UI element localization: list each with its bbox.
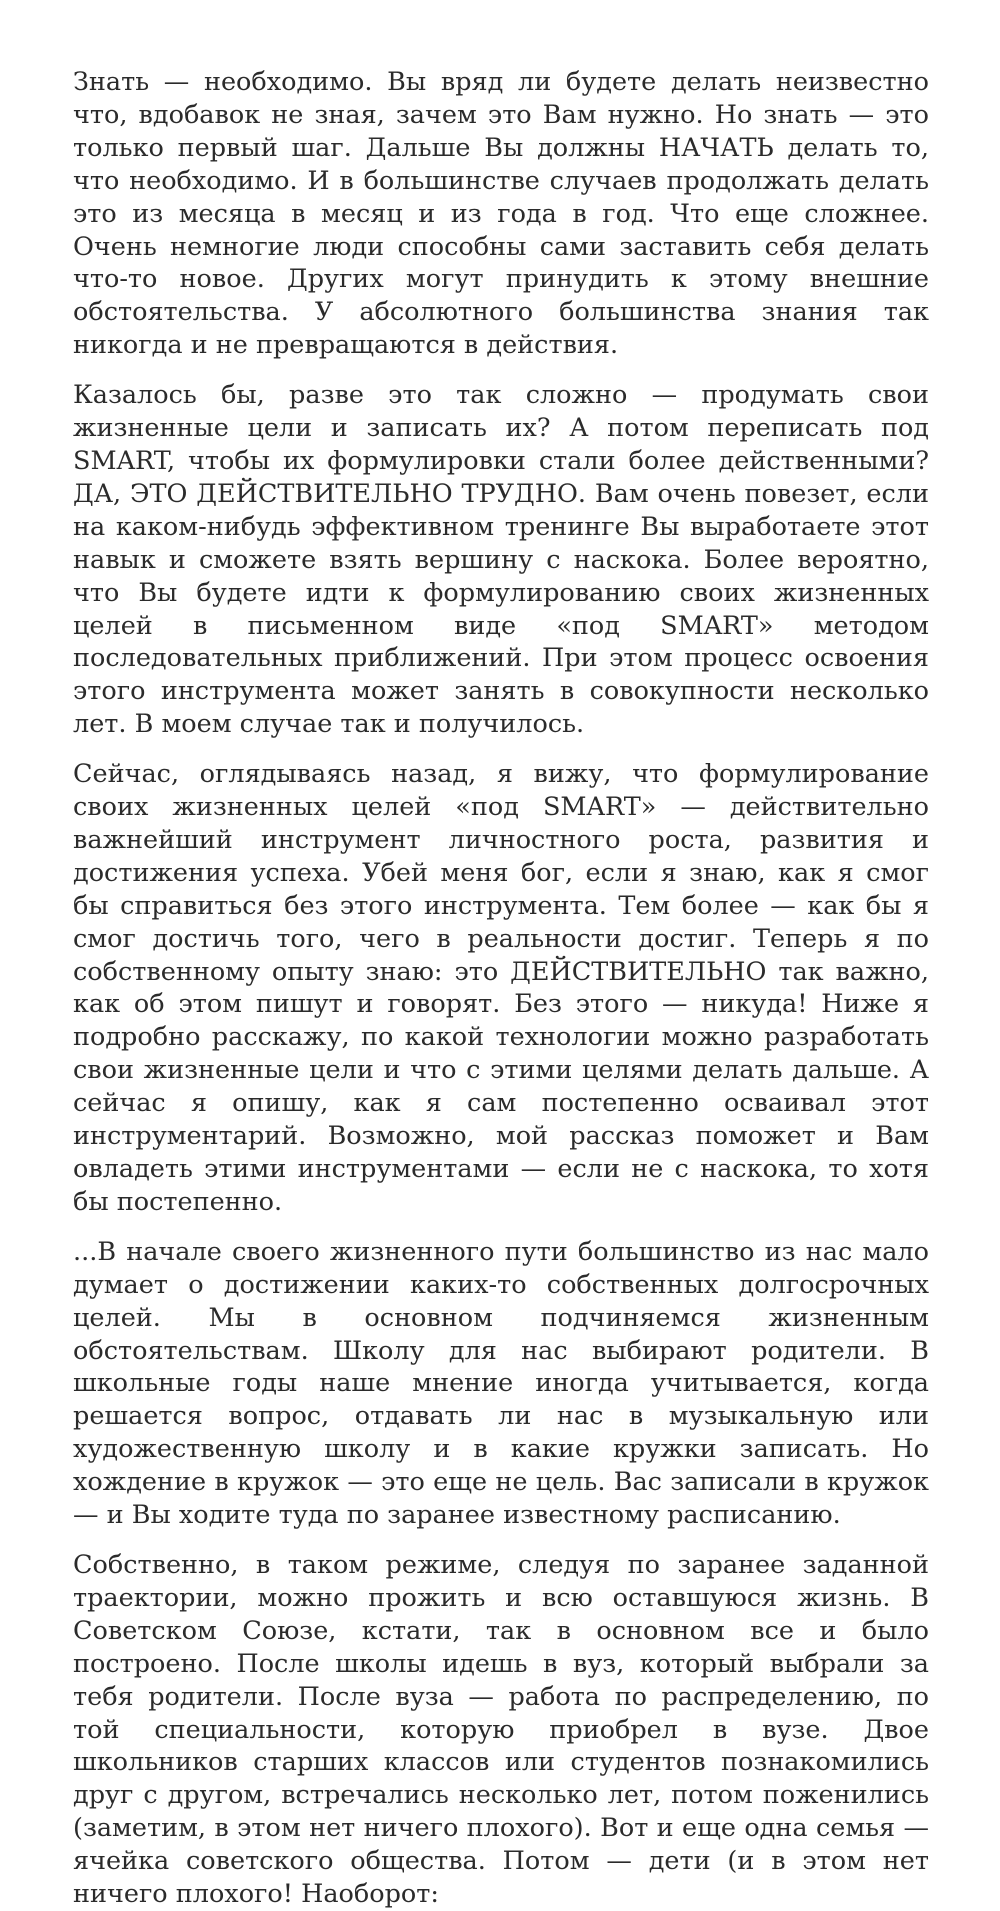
page-body: [73, 66, 929, 1911]
paragraph-3: Сейчас, оглядываясь назад, я вижу, что формулирование своих жизненных целей «под SMART» — действительно важнейший инструмент личностного роста, развития и достижения успеха. Убей меня бог, если я знаю, как я смог бы справиться без этого инструмента. Тем более — как бы я смог достичь того, чего в реальности достиг. Теперь я по собственному опыту знаю: это ДЕЙСТВИТЕЛЬНО так важно, как об этом пишут и говорят. Без этого — никуда! Ниже я подробно расскажу, по какой технологии можно разработать свои жизненные цели и что с этими целями делать дальше. А сейчас я опишу, как я сам постепенно осваивал этот инструментарий. Возможно, мой рассказ поможет и Вам овладеть этими инструментами — если не с наскока, то хотя бы постепенно.: [73, 759, 929, 1217]
paragraph-1: Знать — необходимо. Вы вряд ли будете делать неизвестно что, вдобавок не зная, зачем это Вам нужно. Но знать — это только первый шаг. Дальше Вы должны НАЧАТЬ делать то, что необходимо. И в большинстве случаев продолжать делать это из месяца в месяц и из года в год. Что еще сложнее. Очень немногие люди способны сами заставить себя делать что-то новое. Других могут принудить к этому внешние обстоятельства. У абсолютного большинства знания так никогда и не превращаются в действия.: [73, 67, 929, 361]
paragraph-4: ...В начале своего жизненного пути большинство из нас мало думает о достижении каких-то собственных долгосрочных целей. Мы в основном подчиняемся жизненным обстоятельствам. Школу для нас выбирают родители. В школьные годы наше мнение иногда учитывается, когда решается вопрос, отдавать ли нас в музыкальную или художественную школу и в какие кружки записать. Но хождение в кружок — это еще не цель. Вас записали в кружок — и Вы ходите туда по заранее известному расписанию.: [73, 1236, 929, 1531]
paragraph-5: Собственно, в таком режиме, следуя по заранее заданной траектории, можно прожить и всю оставшуюся жизнь. В Советском Союзе, кстати, так в основном все и было построено. После школы идешь в вуз, который выбрали за тебя родители. После вуза — работа по распределению, по той специальности, которую приобрел в вузе. Двое школьников старших классов или студентов познакомились друг с другом, встречались несколько лет, потом поженились (заметим, в этом нет ничего плохого). Вот и еще одна семья — ячейка советского общества. Потом — дети (и в этом нет ничего плохого! Наоборот:: [73, 1549, 929, 1910]
paragraph-2: Казалось бы, разве это так сложно — продумать свои жизненные цели и записать их? А потом переписать под SMART, чтобы их формулировки стали более действенными? ДА, ЭТО ДЕЙСТВИТЕЛЬНО ТРУДНО. Вам очень повезет, если на каком-нибудь эффективном тренинге Вы выработаете этот навык и сможете взять вершину с наскока. Более вероятно, что Вы будете идти к формулированию своих жизненных целей в письменном виде «под SMART» методом последовательных приближений. При этом процесс освоения этого инструмента может занять в совокупности несколько лет. В моем случае так и получилось.: [73, 380, 929, 740]
